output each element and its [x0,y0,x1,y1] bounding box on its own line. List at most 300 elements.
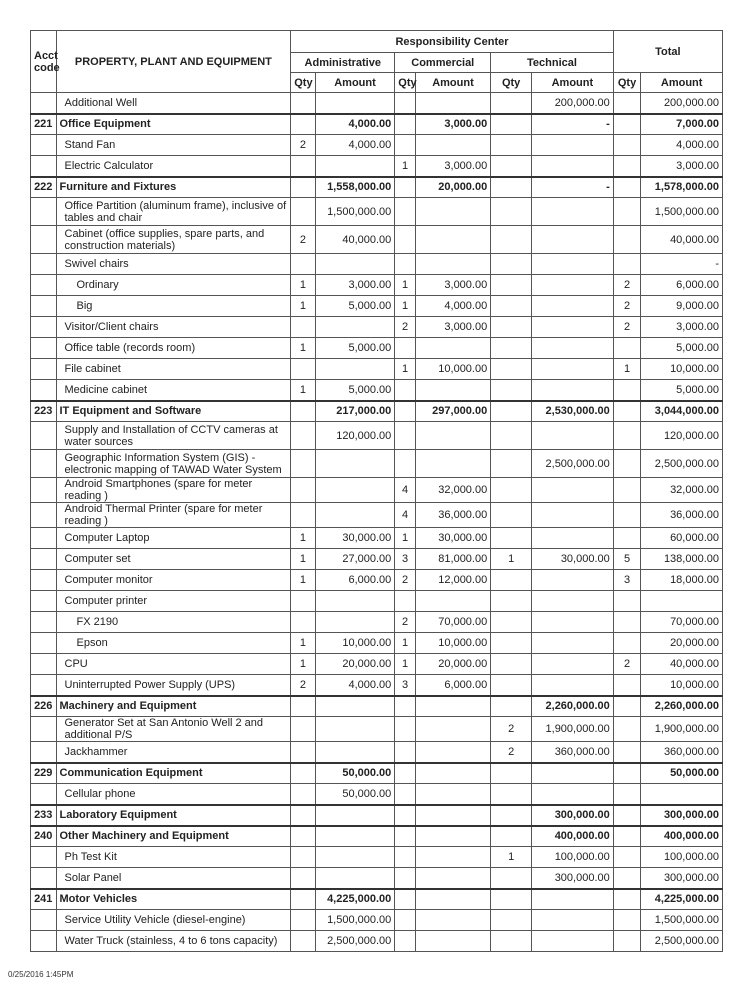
amount-cell: 6,000.00 [315,570,395,591]
qty-cell [291,931,315,952]
acct-code-cell [31,570,57,591]
qty-cell [395,380,415,401]
acct-code-cell [31,478,57,503]
amount-cell: 3,000.00 [415,317,491,338]
acct-code-cell: 223 [31,401,57,422]
amount-cell: - [641,254,723,275]
item-name-cell: Stand Fan [56,135,291,156]
qty-cell [291,114,315,135]
acct-code-cell [31,549,57,570]
amount-cell [315,478,395,503]
amount-cell [415,826,491,847]
qty-cell: 2 [491,742,532,763]
qty-cell [491,654,532,675]
qty-cell [491,696,532,717]
qty-cell [613,177,641,198]
qty-cell [395,135,415,156]
amount-cell: 2,500,000.00 [315,931,395,952]
table-row [31,93,723,114]
qty-cell: 1 [395,528,415,549]
item-name-cell: Big [56,296,291,317]
qty-cell: 4 [395,503,415,528]
qty-cell: 1 [395,654,415,675]
item-name-cell: Medicine cabinet [56,380,291,401]
qty-cell [613,805,641,826]
table-row [31,254,723,275]
qty-cell [291,422,315,450]
amount-cell: 4,000.00 [315,675,395,696]
amount-cell: 300,000.00 [532,868,614,889]
amount-cell: 20,000.00 [415,654,491,675]
table-row [31,450,723,478]
item-name-cell: Electric Calculator [56,156,291,177]
acct-code-cell [31,868,57,889]
qty-cell [613,226,641,254]
qty-cell [291,177,315,198]
item-name-cell: IT Equipment and Software [56,401,291,422]
acct-code-cell [31,528,57,549]
amount-cell [641,591,723,612]
ppe-sheet [30,30,723,952]
qty-cell [613,114,641,135]
table-row [31,478,723,503]
item-name-cell: Office Equipment [56,114,291,135]
acct-code-cell [31,633,57,654]
amount-cell [415,784,491,805]
qty-cell [491,633,532,654]
amount-cell: 120,000.00 [641,422,723,450]
qty-cell [613,450,641,478]
amount-cell: 300,000.00 [532,805,614,826]
amount-header: Amount [415,73,491,93]
item-name-cell: Computer set [56,549,291,570]
qty-cell: 1 [395,275,415,296]
qty-cell [291,742,315,763]
qty-cell: 2 [613,654,641,675]
amount-cell: 360,000.00 [641,742,723,763]
qty-cell [491,401,532,422]
amount-cell [315,612,395,633]
amount-cell: 9,000.00 [641,296,723,317]
table-row [31,275,723,296]
qty-cell: 1 [395,296,415,317]
table-row [31,198,723,226]
acct-code-cell [31,317,57,338]
amount-cell: 81,000.00 [415,549,491,570]
qty-cell: 4 [395,478,415,503]
table-header [31,31,723,93]
amount-cell [415,450,491,478]
qty-cell [613,847,641,868]
amount-cell: 30,000.00 [415,528,491,549]
acct-code-cell: 240 [31,826,57,847]
qty-cell [491,503,532,528]
qty-cell: 5 [613,549,641,570]
qty-cell [491,380,532,401]
acct-code-cell [31,612,57,633]
amount-cell [315,826,395,847]
qty-cell [395,591,415,612]
qty-cell [613,717,641,742]
amount-cell: 10,000.00 [641,359,723,380]
item-name-cell: Supply and Installation of CCTV cameras at water sources [56,422,291,450]
acct-code-cell [31,226,57,254]
amount-cell: 3,000.00 [415,156,491,177]
qty-cell [613,910,641,931]
qty-cell [395,254,415,275]
amount-cell [532,275,614,296]
commercial-header: Commercial [395,53,491,73]
amount-cell: 4,000.00 [415,296,491,317]
qty-cell [291,254,315,275]
qty-cell [395,931,415,952]
amount-cell: 120,000.00 [315,422,395,450]
table-row [31,931,723,952]
acct-code-cell: 241 [31,889,57,910]
amount-cell: 1,578,000.00 [641,177,723,198]
item-name-cell: Ordinary [56,275,291,296]
amount-cell: 50,000.00 [315,763,395,784]
qty-cell [395,847,415,868]
amount-cell: 2,500,000.00 [641,931,723,952]
amount-cell [315,254,395,275]
item-name-cell: Additional Well [56,93,291,114]
amount-cell [532,889,614,910]
qty-cell [491,177,532,198]
ppe-table [30,30,723,952]
acct-code-cell: 233 [31,805,57,826]
qty-cell: 1 [291,338,315,359]
qty-cell [395,763,415,784]
qty-cell [491,93,532,114]
amount-cell [415,931,491,952]
amount-cell: 36,000.00 [641,503,723,528]
qty-cell [291,910,315,931]
qty-cell [395,114,415,135]
amount-cell: 1,500,000.00 [641,910,723,931]
amount-cell: 297,000.00 [415,401,491,422]
amount-cell: 1,900,000.00 [641,717,723,742]
amount-cell [532,478,614,503]
amount-cell [415,805,491,826]
amount-cell: 30,000.00 [315,528,395,549]
qty-cell [395,696,415,717]
amount-cell [315,717,395,742]
amount-cell [315,93,395,114]
qty-cell [491,156,532,177]
amount-cell: 1,500,000.00 [315,198,395,226]
qty-cell: 1 [291,275,315,296]
amount-cell [641,784,723,805]
amount-cell: 3,044,000.00 [641,401,723,422]
amount-cell [415,591,491,612]
amount-cell [415,338,491,359]
table-row [31,675,723,696]
amount-cell: 32,000.00 [415,478,491,503]
qty-cell [491,931,532,952]
qty-cell [395,93,415,114]
qty-cell [291,401,315,422]
amount-cell [532,612,614,633]
qty-cell [291,591,315,612]
amount-cell: 5,000.00 [315,380,395,401]
section-row [31,401,723,422]
table-row [31,784,723,805]
amount-cell: 1,500,000.00 [641,198,723,226]
qty-cell [291,198,315,226]
qty-cell: 1 [395,633,415,654]
qty-cell [613,675,641,696]
qty-cell [613,742,641,763]
amount-cell: 360,000.00 [532,742,614,763]
table-row [31,633,723,654]
amount-cell: 20,000.00 [641,633,723,654]
qty-cell [291,826,315,847]
table-row [31,742,723,763]
qty-cell [291,696,315,717]
item-name-cell: Uninterrupted Power Supply (UPS) [56,675,291,696]
amount-cell [532,198,614,226]
qty-cell: 3 [395,549,415,570]
table-row [31,422,723,450]
item-name-cell: Computer monitor [56,570,291,591]
amount-cell: 3,000.00 [415,114,491,135]
qty-cell [491,114,532,135]
amount-cell [532,226,614,254]
item-name-cell: Communication Equipment [56,763,291,784]
qty-cell [491,805,532,826]
qty-cell [613,612,641,633]
qty-cell [395,177,415,198]
acct-code-cell [31,254,57,275]
item-name-cell: Epson [56,633,291,654]
section-row [31,763,723,784]
qty-cell [491,675,532,696]
item-name-cell: Motor Vehicles [56,889,291,910]
qty-cell [613,931,641,952]
qty-cell: 1 [395,156,415,177]
item-name-cell: Cabinet (office supplies, spare parts, and construction materials) [56,226,291,254]
qty-cell [291,450,315,478]
qty-cell: 1 [491,549,532,570]
amount-cell: 6,000.00 [641,275,723,296]
qty-cell [491,826,532,847]
qty-cell [291,156,315,177]
item-name-cell: Office table (records room) [56,338,291,359]
qty-cell: 2 [395,317,415,338]
amount-cell: 4,225,000.00 [641,889,723,910]
acct-code-cell: 222 [31,177,57,198]
qty-cell [613,156,641,177]
qty-cell [491,226,532,254]
amount-cell [315,156,395,177]
amount-cell [532,763,614,784]
qty-cell [491,478,532,503]
item-name-cell: Cellular phone [56,784,291,805]
table-row [31,359,723,380]
item-name-cell: Android Smartphones (spare for meter reading ) [56,478,291,503]
amount-cell: 20,000.00 [315,654,395,675]
amount-cell: 10,000.00 [641,675,723,696]
qty-cell: 2 [291,226,315,254]
qty-cell [395,910,415,931]
acct-code-header: Acct code [31,31,57,93]
qty-cell [613,380,641,401]
table-row [31,847,723,868]
amount-cell [532,931,614,952]
qty-cell: 1 [291,570,315,591]
acct-code-cell [31,338,57,359]
amount-cell [532,359,614,380]
qty-cell [491,868,532,889]
table-row [31,296,723,317]
item-name-cell: Other Machinery and Equipment [56,826,291,847]
item-name-cell: Laboratory Equipment [56,805,291,826]
amount-cell [415,868,491,889]
amount-cell: 60,000.00 [641,528,723,549]
qty-cell [395,826,415,847]
qty-cell [395,422,415,450]
table-row [31,910,723,931]
item-name-cell: Service Utility Vehicle (diesel-engine) [56,910,291,931]
amount-cell [532,784,614,805]
qty-cell [291,805,315,826]
qty-cell [491,570,532,591]
qty-cell [291,317,315,338]
qty-cell [613,826,641,847]
qty-cell: 2 [613,296,641,317]
acct-code-cell [31,503,57,528]
amount-cell [532,317,614,338]
amount-cell [532,338,614,359]
amount-cell [532,910,614,931]
table-row [31,338,723,359]
qty-cell [395,868,415,889]
acct-code-cell [31,93,57,114]
amount-cell: 300,000.00 [641,868,723,889]
item-name-cell: Furniture and Fixtures [56,177,291,198]
qty-cell: 2 [291,135,315,156]
table-row [31,591,723,612]
qty-cell [491,198,532,226]
amount-cell: 138,000.00 [641,549,723,570]
qty-cell: 1 [613,359,641,380]
amount-cell: 40,000.00 [641,226,723,254]
print-timestamp: 0/25/2016 1:45PM [8,970,74,979]
qty-cell [291,478,315,503]
item-name-cell: Geographic Information System (GIS) - electronic mapping of TAWAD Water System [56,450,291,478]
acct-code-cell [31,198,57,226]
acct-code-cell [31,742,57,763]
item-name-cell: Jackhammer [56,742,291,763]
administrative-header: Administrative [291,53,395,73]
amount-cell: 400,000.00 [641,826,723,847]
amount-cell: 3,000.00 [641,317,723,338]
section-row [31,805,723,826]
amount-cell [315,847,395,868]
acct-code-cell [31,275,57,296]
item-name-cell: Computer printer [56,591,291,612]
qty-cell [491,784,532,805]
table-row [31,717,723,742]
qty-cell: 1 [291,549,315,570]
qty-cell [491,135,532,156]
amount-cell: 2,500,000.00 [641,450,723,478]
acct-code-cell [31,135,57,156]
qty-cell [613,591,641,612]
qty-cell [613,633,641,654]
table-body [31,93,723,952]
section-row [31,114,723,135]
qty-cell [395,742,415,763]
table-row [31,135,723,156]
amount-cell: 50,000.00 [315,784,395,805]
qty-cell [395,226,415,254]
qty-cell [613,338,641,359]
qty-cell: 2 [491,717,532,742]
qty-cell [491,254,532,275]
acct-code-cell [31,847,57,868]
amount-cell [532,503,614,528]
amount-cell [415,254,491,275]
amount-cell [415,763,491,784]
item-name-cell: FX 2190 [56,612,291,633]
qty-header: Qty [291,73,315,93]
amount-header: Amount [641,73,723,93]
amount-cell: 1,900,000.00 [532,717,614,742]
acct-code-cell [31,717,57,742]
qty-cell [613,401,641,422]
ppe-title: PROPERTY, PLANT AND EQUIPMENT [56,31,291,93]
amount-cell [315,450,395,478]
table-row [31,549,723,570]
amount-cell [415,422,491,450]
acct-code-cell [31,450,57,478]
amount-cell: 10,000.00 [415,633,491,654]
qty-cell: 3 [613,570,641,591]
amount-cell: 4,000.00 [315,135,395,156]
technical-header: Technical [491,53,614,73]
amount-cell [415,910,491,931]
qty-cell [291,784,315,805]
qty-cell [291,359,315,380]
section-row [31,889,723,910]
amount-cell [315,591,395,612]
qty-cell [395,717,415,742]
amount-cell: 400,000.00 [532,826,614,847]
amount-cell: 20,000.00 [415,177,491,198]
qty-cell [291,717,315,742]
qty-cell [395,805,415,826]
qty-cell [291,847,315,868]
amount-cell [415,742,491,763]
amount-cell [532,570,614,591]
amount-cell: - [532,114,614,135]
amount-cell [415,696,491,717]
item-name-cell: Solar Panel [56,868,291,889]
qty-cell [491,910,532,931]
item-name-cell: Android Thermal Printer (spare for meter reading ) [56,503,291,528]
table-row [31,654,723,675]
amount-cell: 2,530,000.00 [532,401,614,422]
amount-cell [315,503,395,528]
qty-cell: 1 [291,654,315,675]
amount-cell [315,696,395,717]
qty-cell [291,889,315,910]
qty-cell [613,503,641,528]
amount-cell [315,359,395,380]
qty-cell [491,528,532,549]
